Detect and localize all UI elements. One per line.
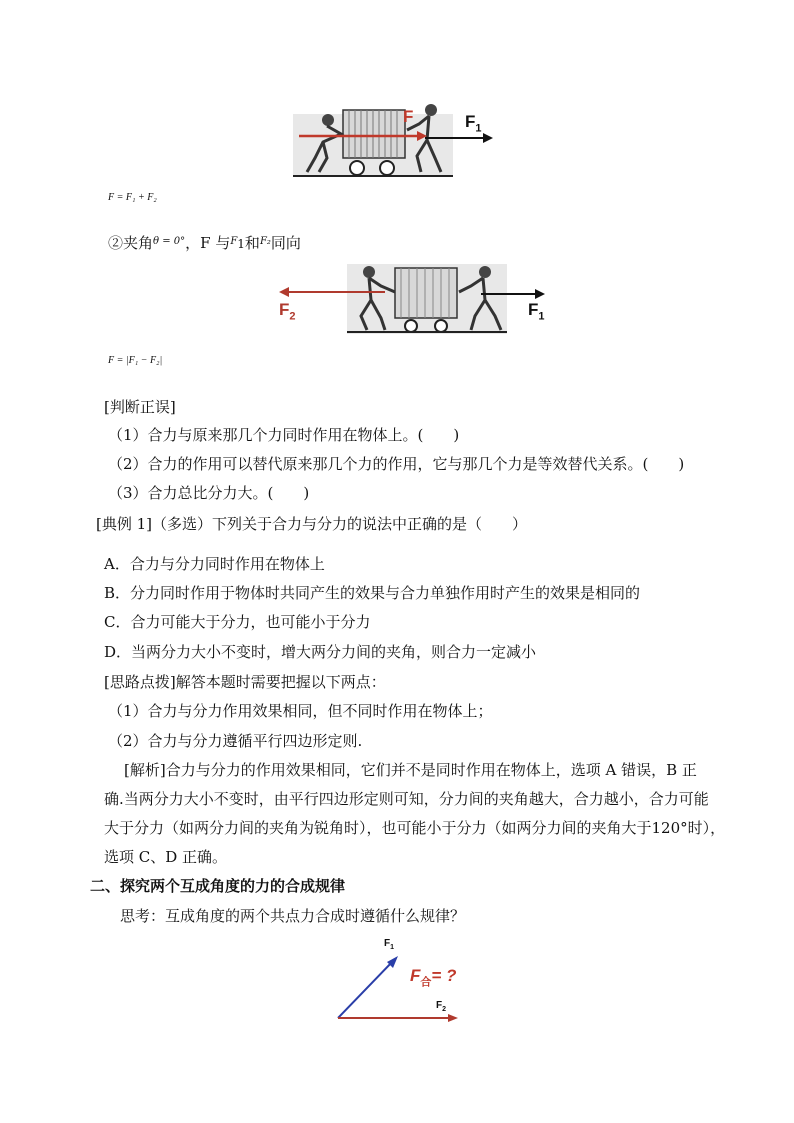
- label-f2: [279, 300, 296, 322]
- figure-cart-opposite-direction: [275, 262, 555, 337]
- label-f2-letter: F: [279, 300, 290, 319]
- case-f1: F: [230, 236, 238, 247]
- analysis-line: [解析]合力与分力的作用效果相同，它们并不是同时作用在物体上，选项 A 错误，B 正: [124, 761, 697, 779]
- hint-item: （1）合力与分力作用效果相同，但不同时作用在物体上；: [108, 702, 493, 720]
- label-f1-letter: F: [528, 300, 539, 319]
- example-option-a: A．合力与分力同时作用在物体上: [104, 555, 325, 573]
- judge-item: （3）合力总比分力大。( ): [108, 484, 310, 502]
- vector-diagram: [330, 938, 480, 1022]
- label-f1: [528, 300, 545, 322]
- formula-sum: F = F₁ + F₂: [108, 192, 157, 203]
- figure-cart-same-direction: [293, 100, 503, 180]
- case-f2: F₂: [259, 236, 271, 247]
- section-title: 二、探究两个互成角度的力的合成规律: [90, 877, 346, 895]
- label-f2: F: [403, 107, 414, 126]
- example-title: [典例 1]（多选）下列关于合力与分力的说法中正确的是（ ）: [96, 515, 528, 533]
- label-f1: [465, 112, 482, 134]
- judge-item: （1）合力与原来那几个力同时作用在物体上。( ): [108, 426, 460, 444]
- case-theta: θ = 0°: [153, 236, 186, 247]
- example-option-d: D．当两分力大小不变时，增大两分力间的夹角，则合力一定减小: [104, 643, 537, 661]
- hint-item: （2）合力与分力遵循平行四边形定则.: [108, 732, 363, 750]
- label-f2-sub: 2: [442, 1006, 447, 1013]
- analysis-line: 确.当两分力大小不变时，由平行四边形定则可知，分力间的夹角越大，合力越小，合力可能: [104, 790, 709, 808]
- label-f1-sub: 1: [538, 310, 545, 323]
- figure-vector-composition: [330, 938, 480, 1022]
- case-prefix: ②夹角: [108, 234, 154, 252]
- case-f1-sub: 1: [237, 237, 245, 251]
- case-mid: ，F 与: [185, 234, 231, 252]
- label-resultant: [410, 966, 456, 989]
- label-f2-sub: 2: [289, 310, 296, 323]
- label-f2: [436, 1000, 446, 1013]
- judge-title: [判断正误]: [104, 398, 176, 416]
- label-resultant-eq: = ?: [431, 966, 457, 985]
- label-f1-letter: F: [465, 112, 476, 131]
- judge-item: （2）合力的作用可以替代原来那几个力的作用，它与那几个力是等效替代关系。( ): [108, 455, 685, 473]
- label-resultant-letter: F: [410, 966, 421, 985]
- section-question: 思考：互成角度的两个共点力合成时遵循什么规律？: [120, 907, 466, 925]
- label-f1: [384, 938, 394, 951]
- analysis-line: 大于分力（如两分力间的夹角为锐角时），也可能小于分力（如两分力间的夹角大于120°时），: [104, 819, 726, 837]
- label-f1-letter: F: [384, 938, 391, 949]
- example-option-b: B．分力同时作用于物体时共同产生的效果与合力单独作用时产生的效果是相同的: [104, 584, 641, 602]
- case-and: 和: [244, 234, 260, 252]
- formula-difference: F = |F₁ − F₂|: [108, 355, 163, 366]
- case-suffix: 同向: [270, 234, 301, 252]
- case-theta-zero: [108, 232, 301, 254]
- label-f2-letter: F: [436, 1000, 443, 1011]
- hint-title: [思路点拨]解答本题时需要把握以下两点：: [104, 673, 386, 691]
- cart-illustration-2: [275, 262, 555, 337]
- analysis-line: 选项 C、D 正确。: [104, 848, 228, 866]
- label-resultant-sub: 合: [420, 976, 432, 989]
- label-f1-sub: 1: [390, 944, 395, 951]
- example-option-c: C．合力可能大于分力，也可能小于分力: [104, 613, 371, 631]
- label-f1-sub: 1: [475, 122, 482, 135]
